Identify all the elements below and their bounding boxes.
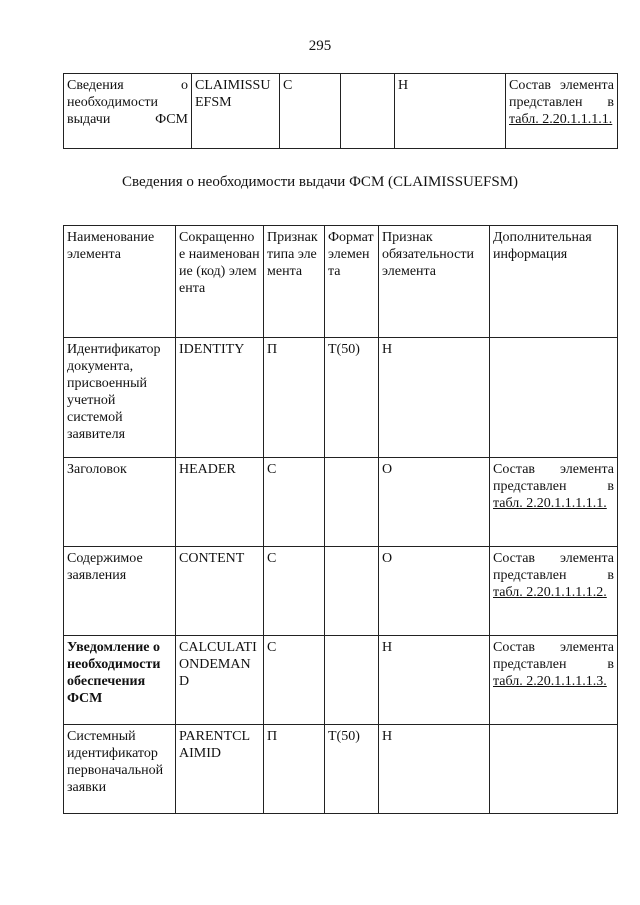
previous-table-row xyxy=(63,73,618,149)
row-required: О xyxy=(379,458,490,547)
row-info-text: Состав элемента представлен в xyxy=(493,551,614,583)
header-short-name: Сокращенное наименование (код) элемента xyxy=(176,226,264,338)
top-row-type-sign: С xyxy=(280,74,341,149)
top-row-info-text: Состав элемента представлен в xyxy=(509,78,614,110)
row-name: Идентификатор документа, присвоенный учетной системой заявителя xyxy=(64,338,176,458)
top-row-format xyxy=(341,74,395,149)
row-type-sign: П xyxy=(264,338,325,458)
row-short-name: CONTENT xyxy=(176,547,264,636)
row-type-sign: С xyxy=(264,636,325,725)
table-row xyxy=(64,458,618,547)
row-info xyxy=(490,338,618,458)
row-short-name: IDENTITY xyxy=(176,338,264,458)
row-info xyxy=(490,636,618,725)
row-type-sign: С xyxy=(264,547,325,636)
table-row xyxy=(64,636,618,725)
top-row-required: Н xyxy=(395,74,506,149)
row-required: Н xyxy=(379,636,490,725)
row-name: Содержимое заявления xyxy=(64,547,176,636)
top-row-info xyxy=(506,74,618,149)
row-info-ref: табл. 2.20.1.1.1.1.3. xyxy=(493,674,607,689)
elements-table xyxy=(63,225,618,814)
table-row xyxy=(64,547,618,636)
table-row xyxy=(64,338,618,458)
row-short-name: PARENTCLAIMID xyxy=(176,725,264,814)
header-name: Наименование элемента xyxy=(64,226,176,338)
row-info xyxy=(490,547,618,636)
row-short-name: HEADER xyxy=(176,458,264,547)
row-short-name: CALCULATIONDEMAND xyxy=(176,636,264,725)
row-format xyxy=(325,636,379,725)
header-type-sign: Признак типа элемента xyxy=(264,226,325,338)
row-format xyxy=(325,547,379,636)
row-format: T(50) xyxy=(325,725,379,814)
header-info: Дополнительная информация xyxy=(490,226,618,338)
row-required: Н xyxy=(379,338,490,458)
row-info xyxy=(490,725,618,814)
top-row-name: Сведения о необходимости выдачи ФСМ xyxy=(64,74,192,149)
row-name: Заголовок xyxy=(64,458,176,547)
row-required: Н xyxy=(379,725,490,814)
section-title: Сведения о необходимости выдачи ФСМ (CLAIMISSUEFSM) xyxy=(121,174,519,190)
page-number: 295 xyxy=(308,38,332,54)
row-info xyxy=(490,458,618,547)
table-header-row xyxy=(64,226,618,338)
row-name: Системный идентификатор первоначальной заявки xyxy=(64,725,176,814)
row-info-text: Состав элемента представлен в xyxy=(493,462,614,494)
top-row-info-ref: табл. 2.20.1.1.1.1. xyxy=(509,112,613,127)
row-required: О xyxy=(379,547,490,636)
row-type-sign: П xyxy=(264,725,325,814)
top-row-short-name: CLAIMISSUEFSM xyxy=(192,74,280,149)
row-info-ref: табл. 2.20.1.1.1.1.1. xyxy=(493,496,607,511)
row-format: T(50) xyxy=(325,338,379,458)
row-format xyxy=(325,458,379,547)
header-format: Формат элемента xyxy=(325,226,379,338)
row-type-sign: С xyxy=(264,458,325,547)
row-info-ref: табл. 2.20.1.1.1.1.2. xyxy=(493,585,607,600)
table-row xyxy=(64,725,618,814)
row-name: Уведомление о необходимости обеспечения ФСМ xyxy=(64,636,176,725)
row-info-text: Состав элемента представлен в xyxy=(493,640,614,672)
header-required: Признак обязательности элемента xyxy=(379,226,490,338)
